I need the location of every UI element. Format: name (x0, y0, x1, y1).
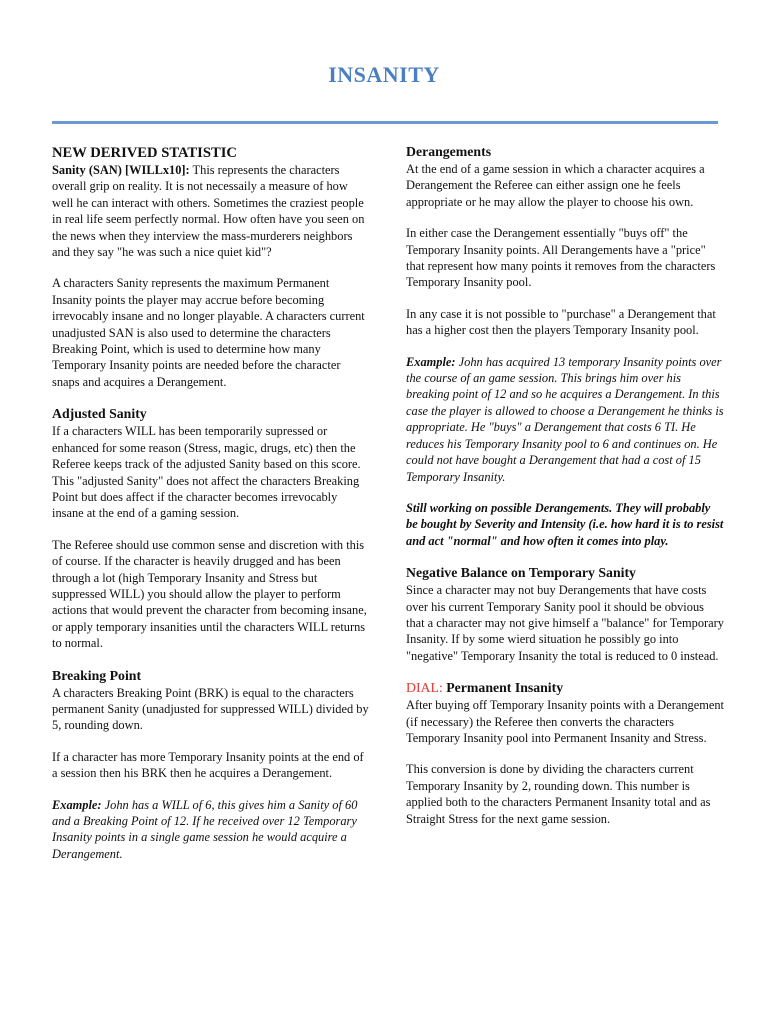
example-left (52, 797, 370, 863)
sanity-text: This represents the characters overall grip on reality. It is not necessaily a measure of how well he can interact with others. Sometimes the craziest people in real life seem perfectly normal. How often have you seen on the news when they interview the mass-murderers neighbors and they say "he was such a nice quiet kid"? (52, 163, 365, 260)
example-text: John has acquired 13 temporary Insanity points over the course of an game session. This brings him over his breaking point of 12 and so he acquires a Derangement. In this case the player is allowed to choose a Derangement he thinks is appropriate. He "buys" a Derangement that costs 6 TI. He reduces his Temporary Insanity pool to 6 and continues on. He could not have bought a Derangement that had a cost of 15 Temporary Insanity. (406, 354, 724, 484)
sanity-term: Sanity (SAN) [WILLx10]: (52, 163, 190, 177)
heading-breaking-point: Breaking Point (52, 667, 142, 683)
permanent-paragraph-1: After buying off Temporary Insanity points with a Derangement (if necessary) the Referee then converts the characters Temporary Insanity pool into Permanent Insanity and Stress. (406, 698, 724, 745)
sanity-paragraph-2: A characters Sanity represents the maximum Permanent Insanity points the player may accrue before becoming irrevocably insane and no longer playable. A characters current unadjusted SAN is also used to determine the characters Breaking Point, which is used to determine how many Temporary Insanity points are needed before the character snaps and acquires a Derangement. (52, 276, 365, 389)
negative-paragraph: Since a character may not buy Derangements that have costs over his current Temporary Sanity pool it should be obvious that a character may not give himself a "balance" for Temporary Insanity. If by some wierd situation he possibly go into "negative" Temporary Insanity the total is reduced to 0 instead. (406, 583, 724, 663)
derangements-paragraph-1: At the end of a game session in which a character acquires a Derangement the Referee can either assign one he feels appropriate or he may allow the player to choose his own. (406, 162, 705, 209)
page-title: INSANITY (328, 62, 440, 87)
heading-derangements: Derangements (406, 144, 492, 159)
permanent-heading-text: Permanent Insanity (442, 680, 564, 696)
sanity-paragraph (52, 162, 370, 260)
heading-new-derived-statistic: NEW DERIVED STATISTIC (52, 145, 237, 161)
breaking-paragraph-2: If a character has more Temporary Insanity points at the end of a session then his BRK then he acquires a Derangement. (52, 749, 364, 781)
derangements-paragraph-2: In either case the Derangement essentially "buys off" the Temporary Insanity points. All Derangements have a "price" that represent how many points it removes from the characters Temporary Insanity pool. (406, 226, 716, 290)
permanent-paragraph-2: This conversion is done by dividing the characters current Temporary Insanity by 2, rounding down. This number is applied both to the characters Permanent Insanity total and as Straight Stress for the next game session. (406, 762, 711, 826)
right-column (406, 143, 724, 842)
working-note: Still working on possible Derangements. They will probably be bought by Severity and Intensity (i.e. how hard it is to resist and act "normal" and how often it comes into play. (406, 500, 724, 548)
adjusted-paragraph-2: The Referee should use common sense and discretion with this of course. If the character is heavily drugged and has been through a lot (high Temporary Insanity and Stress but suppressed WILL) you should allow the player to perform actions that would prevent the character from becoming insane, or apply temporary insanities until the characters WILL returns to normal. (52, 537, 367, 651)
dial-label: DIAL: (406, 680, 443, 696)
heading-adjusted-sanity: Adjusted Sanity (52, 406, 147, 422)
example-label: Example: (52, 797, 102, 812)
breaking-paragraph-1: A characters Breaking Point (BRK) is equal to the characters permanent Sanity (unadjusted for suppressed WILL) divided by 5, rounding down. (52, 685, 369, 733)
heading-permanent-insanity (406, 679, 724, 696)
heading-negative-balance: Negative Balance on Temporary Sanity (406, 565, 636, 581)
title-divider (52, 121, 718, 124)
example-right (406, 354, 724, 485)
example-text: John has a WILL of 6, this gives him a Sanity of 60 and a Breaking Point of 12. If he received over 12 Temporary Insanity points in a single game session he would acquire a Derangement. (52, 797, 358, 861)
example-label: Example: (406, 354, 456, 369)
derangements-paragraph-3: In any case it is not possible to "purchase" a Derangement that has a higher cost then the players Temporary Insanity pool. (406, 306, 716, 338)
left-column (52, 144, 370, 877)
adjusted-paragraph-1: If a characters WILL has been temporarily supressed or enhanced for some reason (Stress, magic, drugs, etc) then the Referee keeps track of the adjusted Sanity based on this score. This "adjusted Sanity" does not affect the characters Breaking Point but does affect if the character becomes irrevocably insane at the end of a gaming session. (52, 424, 361, 521)
